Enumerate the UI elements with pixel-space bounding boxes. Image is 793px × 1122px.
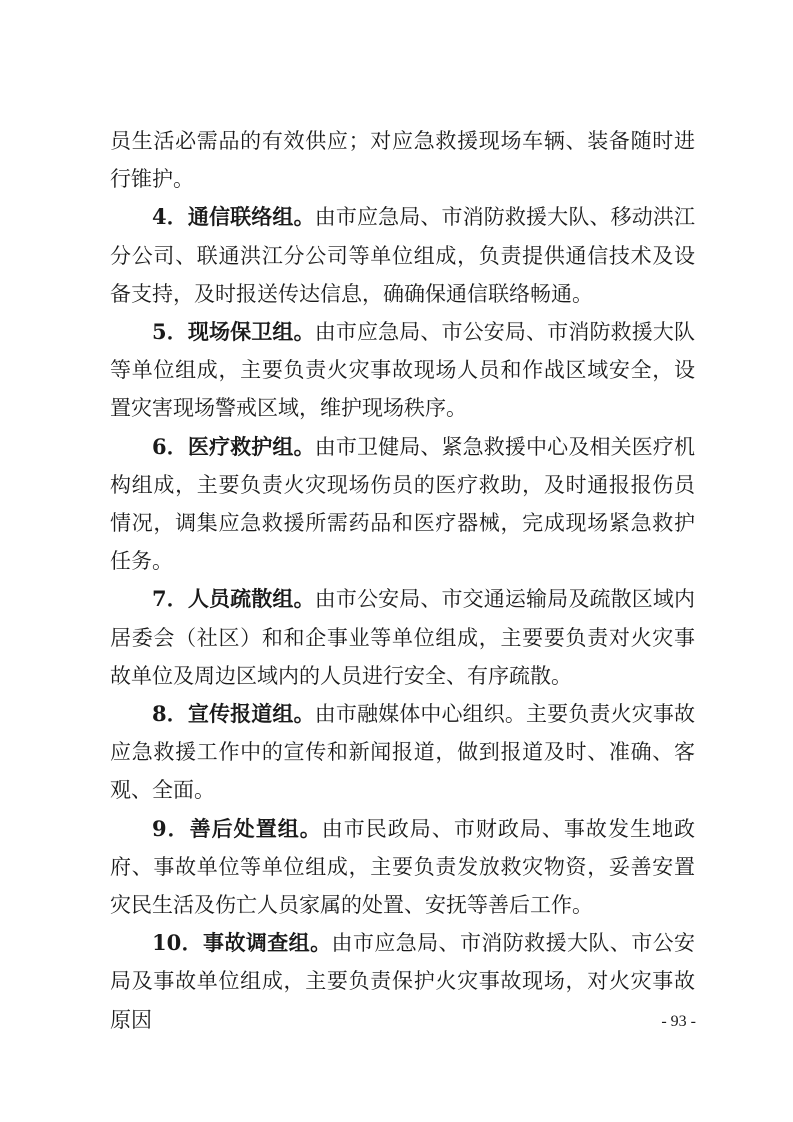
item-number: 10．: [152, 930, 204, 956]
item-title: 善后处置组。: [189, 816, 322, 841]
item-paragraph-10: [110, 924, 695, 1039]
item-title: 医疗救护组。: [187, 434, 315, 459]
item-title: 通信联络组。: [187, 205, 315, 230]
item-title: 事故调查组。: [203, 931, 332, 956]
page-number: - 93 -: [661, 1013, 696, 1030]
item-paragraph-6: [110, 428, 695, 581]
item-number: 5．: [152, 319, 188, 345]
item-body: 由市公安局、市交通运输局及疏散区域内居委会（社区）和和企事业等单位组成，主要要负责对火灾事故单位及周边区域内的人员进行安全、有序疏散。: [110, 587, 695, 688]
item-paragraph-8: [110, 695, 695, 810]
item-number: 8．: [152, 701, 188, 727]
item-body: 由市融媒体中心组织。主要负责火灾事故应急救援工作中的宣传和新闻报道，做到报道及时、准确、客观、全面。: [110, 702, 695, 803]
item-number: 9．: [152, 815, 190, 841]
intro-text: 员生活必需品的有效供应；对应急救援现场车辆、装备随时进行锥护。: [110, 129, 695, 192]
item-title: 现场保卫组。: [187, 320, 315, 345]
item-body: 由市应急局、市消防救援大队、市公安局及事故单位组成，主要负责保护火灾事故现场，对火灾事故原因: [110, 931, 696, 1032]
item-title: 宣传报道组。: [187, 702, 315, 727]
item-body: 由市民政局、市财政局、事故发生地政府、事故单位等单位组成，主要负责发放救灾物资，妥善安置灾民生活及伤亡人员家属的处置、安抚等善后工作。: [110, 816, 695, 918]
item-number: 6．: [152, 433, 188, 459]
item-paragraph-7: [110, 580, 695, 695]
item-paragraph-4: [110, 198, 695, 313]
item-number: 7．: [152, 586, 188, 612]
item-paragraph-5: [110, 313, 695, 428]
document-body: [110, 122, 695, 1039]
intro-paragraph: [110, 122, 695, 198]
item-title: 人员疏散组。: [187, 587, 315, 612]
item-number: 4．: [152, 204, 188, 230]
item-body: 由市应急局、市消防救援大队、移动洪江分公司、联通洪江分公司等单位组成，负责提供通信技术及设备支持，及时报送传达信息，确确保通信联络畅通。: [110, 205, 695, 306]
item-body: 由市应急局、市公安局、市消防救援大队等单位组成，主要负责火灾事故现场人员和作战区域安全，设置灾害现场警戒区域，维护现场秩序。: [110, 320, 695, 421]
item-paragraph-9: [110, 810, 695, 925]
item-body: 由市卫健局、紧急救援中心及相关医疗机构组成，主要负责火灾现场伤员的医疗救助，及时通报报伤员情况，调集应急救援所需药品和医疗器械，完成现场紧急救护任务。: [110, 434, 695, 574]
